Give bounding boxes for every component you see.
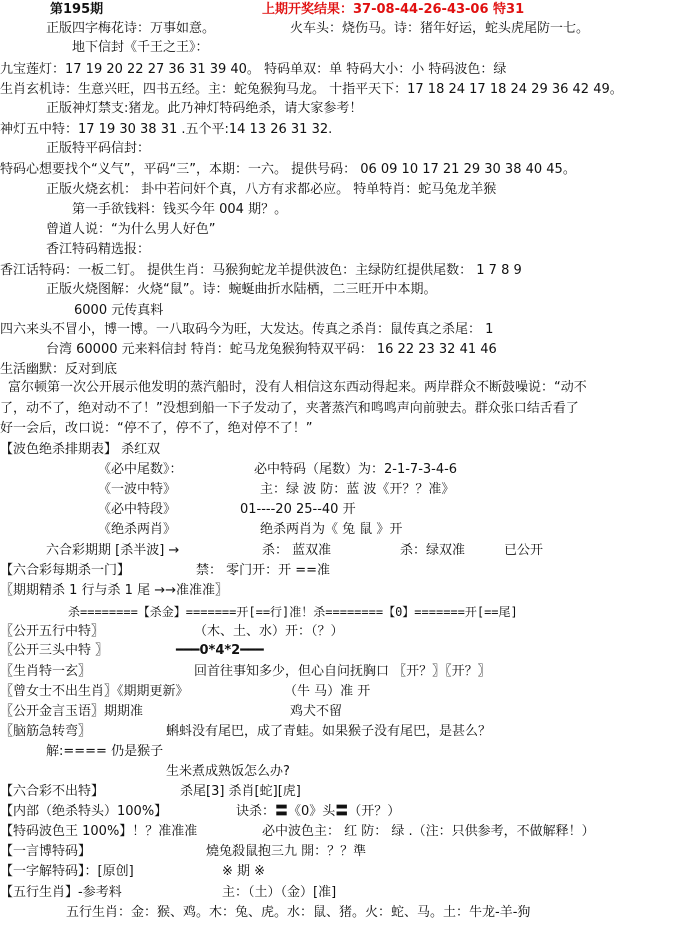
no-special-value: 杀尾[3] 杀肖[蛇][虎] [180,784,301,799]
hongkong-special-code-line: 香江话特码：一板二钉。 提供生肖：马猴狗蛇龙羊提供波色：主绿防红提供尾数： 1 7 8 9 [0,263,522,278]
riddle-followup: 生米煮成熟饭怎么办? [166,764,290,779]
kill-half-wave-value-1: 杀： 蓝双准 [262,543,332,558]
nine-lotus-lamp-line: 九宝莲灯：17 19 20 22 27 36 31 39 40。 特码单双：单 特码大小：小 特码波色：绿 [0,62,507,77]
riddle-question: 蝌蚪没有尾巴，成了青蛙。如果猴子没有尾巴，是甚么？ [166,724,492,739]
fire-illustration-line: 正版火烧图解：火烧“鼠”。诗：蜿蜒曲折水陆栖，二三旺开中本期。 [46,282,437,297]
wave-color-king-value: 必中波色主： 红 防： 绿 .（注：只供参考，不做解释！） [262,824,595,839]
kill-element-tail-title: 〖期期精杀 1 行与杀 1 尾 →→准准准〗 [0,583,228,598]
humor-paragraph-line-2: 了，动不了，绝对动不了！”没想到船一下子发动了，夹著蒸汽和鸣鸣声向前驶去。群众张口结舌看了 [0,401,579,416]
one-char-special-value: ※ 期 ※ [222,864,266,879]
wave-color-kill-table-title: 【波色绝杀排期表】 杀红双 [0,442,161,457]
first-hand-material-line: 第一手欲钱料：钱买今年 004 期？。 [72,202,288,217]
train-head-line: 火车头：烧伤马。诗：猪年好运，蛇头虎尾防一七。 [290,21,590,36]
one-word-special-label: 【一言博特码】 [0,844,92,859]
one-word-special-value: 燒兔殺鼠抱三九 開：？？準 [206,844,367,859]
kill-half-wave-label: 六合彩期期 [杀半波] → [46,543,180,558]
kill-one-gate-label: 【六合彩每期杀一门】 [0,563,131,578]
mrs-zeng-label: 〖曾女士不出生肖〗《期期更新》 [0,684,189,699]
internal-kill-value: 诀杀：〓《0》头〓（开？） [236,804,401,819]
golden-words-label: 〖公开金言玉语〗期期准 [0,704,144,719]
hongkong-selection-title: 香江特码精选报： [46,242,151,257]
must-hit-segment-value: 01----20 25--40 开 [240,502,356,517]
riddle-label: 〖脑筋急转弯〗 [0,724,92,739]
kill-element-tail-line: 杀========【杀金】=======开[==行]准！杀========【0】=======开[==尾] [68,605,518,619]
humor-paragraph-line-3: 好一会后，改口说：“停不了，停不了，绝对停不了！” [0,421,313,436]
three-head-special-value: ━━━0*4*2━━━ [176,643,264,658]
three-head-special-label: 〖公开三头中特 〗 [0,643,109,658]
special-code-wish-line: 特码心想要找个“义气”，平码“三”，本期：一六。 提供号码： 06 09 10 17 21 29 30 38 40 45。 [0,162,576,177]
kill-half-wave-value-2: 杀：绿双准 [400,543,466,558]
fire-mystery-line: 正版火烧玄机： 卦中若问奸个真，八方有求都必应。 特单特肖：蛇马兔龙羊猴 [46,182,497,197]
one-char-special-label: 【一字解特码】：[原创] [0,864,134,879]
five-element-zodiac-value: 主：（土）（金）[准] [222,885,337,900]
zodiac-mystery-poem-line: 生肖玄机诗：生意兴旺，四书五经。主：蛇兔猴狗马龙。 十指平天下：17 18 24 17 18 24 29 36 42 49。 [0,82,623,97]
kill-two-zodiac-label: 《绝杀两肖》 [98,522,177,537]
zodiac-mystery-label: 〖生肖特一玄〗 [0,664,92,679]
wave-color-king-label: 【特码波色王 100%】！？准准准 [0,824,198,839]
special-flat-envelope-title: 正版特平码信封： [46,141,151,156]
must-hit-tail-label: 《必中尾数》： [98,462,183,477]
humor-title: 生活幽默：反对到底 [0,362,118,377]
no-special-label: 【六合彩不出特】 [0,784,105,799]
four-six-head-line: 四六来头不冒小，博一博。一八取码今为旺，大发达。传真之杀肖：鼠传真之杀尾： 1 [0,322,494,337]
four-character-poem: 正版四字梅花诗：万事如意。 [46,21,216,36]
five-element-zodiac-list: 五行生肖：金：猴、鸡。木：兔、虎。水：鼠、猪。火：蛇、马。土：牛龙-羊-狗 [66,905,531,920]
kill-two-zodiac-value: 绝杀两肖为《 兔 鼠 》开 [260,522,403,537]
riddle-answer: 解:==== 仍是猴子 [46,744,164,759]
internal-kill-label: 【内部（绝杀特头）100%】 [0,804,168,819]
taoist-saying-line: 曾道人说：“为什么男人好色” [46,222,216,237]
five-element-special-value: （木、土、水）开：（？） [194,624,344,639]
golden-words-value: 鸡犬不留 [290,704,343,719]
divine-lamp-ban-line: 正版神灯禁支:猪龙。此乃神灯特码绝杀，请大家参考！ [46,101,363,116]
zodiac-mystery-value: 回首往事知多少，但心自问抚胸口 〖开？〗〖开？〗 [194,664,491,679]
divine-lamp-five-line: 神灯五中特：17 19 30 38 31 .五个平:14 13 26 31 32. [0,122,333,137]
mrs-zeng-value: （牛 马）准 开 [284,684,371,699]
five-element-zodiac-label: 【五行生肖】-参考料 [0,885,122,900]
taiwan-envelope-line: 台湾 60000 元来料信封 特肖：蛇马龙兔猴狗特双平码： 16 22 23 32 41 46 [46,342,497,357]
issue-number: 第195期 [50,2,104,17]
humor-paragraph-line-1: 富尔顿第一次公开展示他发明的蒸汽船时，没有人相信这东西动得起来。两岸群众不断鼓噪说：“动不 [8,380,587,395]
kill-one-gate-value: 禁： 零门开：开 ==准 [196,563,331,578]
kill-half-wave-status: 已公开 [504,543,544,558]
five-element-special-label: 〖公开五行中特〗 [0,624,105,639]
underground-envelope-title: 地下信封《千王之王》： [72,40,209,55]
must-hit-segment-label: 《必中特段》 [98,502,177,517]
one-wave-label: 《一波中特》 [98,482,177,497]
one-wave-value: 主：绿 波 防：蓝 波《开？？准》 [260,482,455,497]
must-hit-tail-value: 必中特码（尾数）为：2-1-7-3-4-6 [254,462,458,477]
fax-material-title: 6000 元传真料 [74,303,164,318]
last-draw-result: 上期开奖结果：37-08-44-26-43-06 特31 [262,2,525,17]
